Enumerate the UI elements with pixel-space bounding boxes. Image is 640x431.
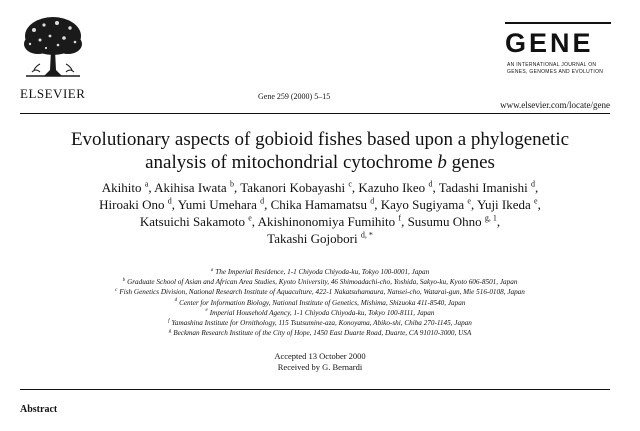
author-affiliation-mark: d [530, 179, 535, 189]
affiliation-key: g [168, 328, 172, 334]
journal-subtitle: AN INTERNATIONAL JOURNAL ON GENES, GENOMES AND EVOLUTION [507, 62, 604, 75]
author-line: Katsuichi Sakamoto $^e$, Akishinonomiya Fumihito $^f$, Susumu Ohno $^{g, 1}$, [139, 213, 501, 229]
author-name[interactable]: Yuji Ikeda [477, 197, 531, 212]
author-name[interactable]: Kayo Sugiyama [380, 197, 465, 212]
abstract-heading: Abstract [20, 404, 58, 415]
author-name[interactable]: Tadashi Imanishi [438, 180, 528, 195]
author-name[interactable]: Takashi Gojobori [267, 231, 358, 246]
title-line-1: Evolutionary aspects of gobioid fishes based upon a phylogenetic [70, 129, 570, 150]
author-line [0, 230, 640, 247]
author-affiliation-mark: a [144, 179, 149, 189]
affiliation-text: Fish Genetics Division, National Research Institute of Aquaculture, 422-1 Nakatsuhamaura, Nansei-cho, Watarai-gun, Mie 516-0108, Japan [119, 288, 525, 297]
elsevier-tree-logo-icon [20, 14, 86, 80]
received-dates [0, 351, 640, 373]
author-affiliation-mark: d [260, 196, 265, 206]
author-affiliation-mark: d, * [360, 230, 373, 240]
author-name[interactable]: Kazuho Ikeo [358, 180, 426, 195]
abstract-divider [20, 389, 610, 390]
author-affiliation-mark: e [467, 196, 471, 206]
affiliation-key: e [205, 308, 208, 314]
author-name[interactable]: Yumi Umehara [177, 197, 257, 212]
affiliation-item [0, 267, 640, 277]
author-name[interactable]: Akishinonomiya Fumihito [257, 214, 396, 229]
affiliation-item [0, 277, 640, 287]
author-affiliation-mark: d [167, 196, 172, 206]
affiliation-key: b [122, 277, 126, 283]
header-divider [20, 113, 610, 114]
author-affiliation-mark: b [229, 179, 234, 189]
accepted-date: Accepted 13 October 2000 [274, 351, 366, 361]
title-line-2-prefix: analysis of mitochondrial cytochrome [145, 152, 438, 173]
received-by: Received by G. Bernardi [277, 362, 363, 372]
publisher-name: ELSEVIER [20, 86, 86, 101]
affiliation-item [0, 328, 640, 338]
affiliation-text: Graduate School of Asian and African Area Studies, Kyoto University, 46 Shimoadachi-cho, Yoshida, Sakyo-ku, Kyoto 606-8501, Japan [127, 278, 518, 287]
author-affiliation-mark: g, 1 [484, 213, 497, 223]
affiliation-text: Center for Information Biology, National Institute of Genetics, Mishima, Shizuoka 411-8540, Japan [179, 298, 466, 307]
journal-masthead [505, 22, 611, 94]
author-affiliation-mark: e [248, 213, 252, 223]
author-affiliation-mark: e [534, 196, 538, 206]
affiliation-key: c [115, 288, 118, 294]
author-name[interactable]: Katsuichi Sakamoto [139, 214, 245, 229]
affiliation-item [0, 287, 640, 297]
author-name[interactable]: Takanori Kobayashi [240, 180, 346, 195]
author-line: Hiroaki Ono $^d$, Yumi Umehara $^d$, Chika Hamamatsu $^d$, Kayo Sugiyama $^e$, Yuji Ikeda $^e$, [99, 196, 541, 212]
affiliation-key: a [210, 267, 214, 273]
author-affiliation-mark: d [370, 196, 375, 206]
affiliation-key: f [168, 318, 170, 324]
title-line-2 [0, 151, 640, 174]
affiliation-key: d [174, 298, 178, 304]
affiliation-item [0, 308, 640, 318]
affiliation-text: The Imperial Residence, 1-1 Chiyoda Chiyoda-ku, Tokyo 100-0001, Japan [215, 268, 430, 276]
journal-title: GENE [505, 28, 594, 58]
paper-title [0, 128, 640, 174]
affiliation-item [0, 318, 640, 328]
author-affiliation-mark: f [398, 213, 402, 223]
affiliation-list [0, 267, 640, 338]
author-affiliation-mark: d [428, 179, 433, 189]
author-name[interactable]: Akihito [101, 180, 142, 195]
title-line-2-suffix: genes [446, 152, 495, 173]
title-line-2-italic: b [437, 152, 447, 173]
journal-url-link[interactable]: www.elsevier.com/locate/gene [500, 100, 610, 110]
journal-citation: Gene 259 (2000) 5–15 [258, 92, 331, 101]
affiliation-text: Yamashina Institute for Ornithology, 115 Tsutsumine-aza, Konoyama, Abiko-shi, Chiba 270-1145, Japan [171, 319, 472, 328]
affiliation-text: Beckman Research Institute of the City of Hope, 1450 East Duarte Road, Duarte, CA 91010-3000, USA [173, 329, 472, 338]
author-name[interactable]: Chika Hamamatsu [270, 197, 367, 212]
author-name[interactable]: Akihisa Iwata [154, 180, 227, 195]
author-list [0, 179, 640, 247]
author-name[interactable]: Hiroaki Ono [99, 197, 165, 212]
author-affiliation-mark: c [348, 179, 352, 189]
author-line: Akihito $^a$, Akihisa Iwata $^b$, Takanori Kobayashi $^c$, Kazuho Ikeo $^d$, Tadashi Imanishi $^d$, [101, 179, 539, 195]
author-name[interactable]: Susumu Ohno [407, 214, 482, 229]
affiliation-text: Imperial Household Agency, 1-1 Chiyoda Chiyoda-ku, Tokyo 100-8111, Japan [209, 308, 435, 317]
affiliation-item [0, 298, 640, 308]
